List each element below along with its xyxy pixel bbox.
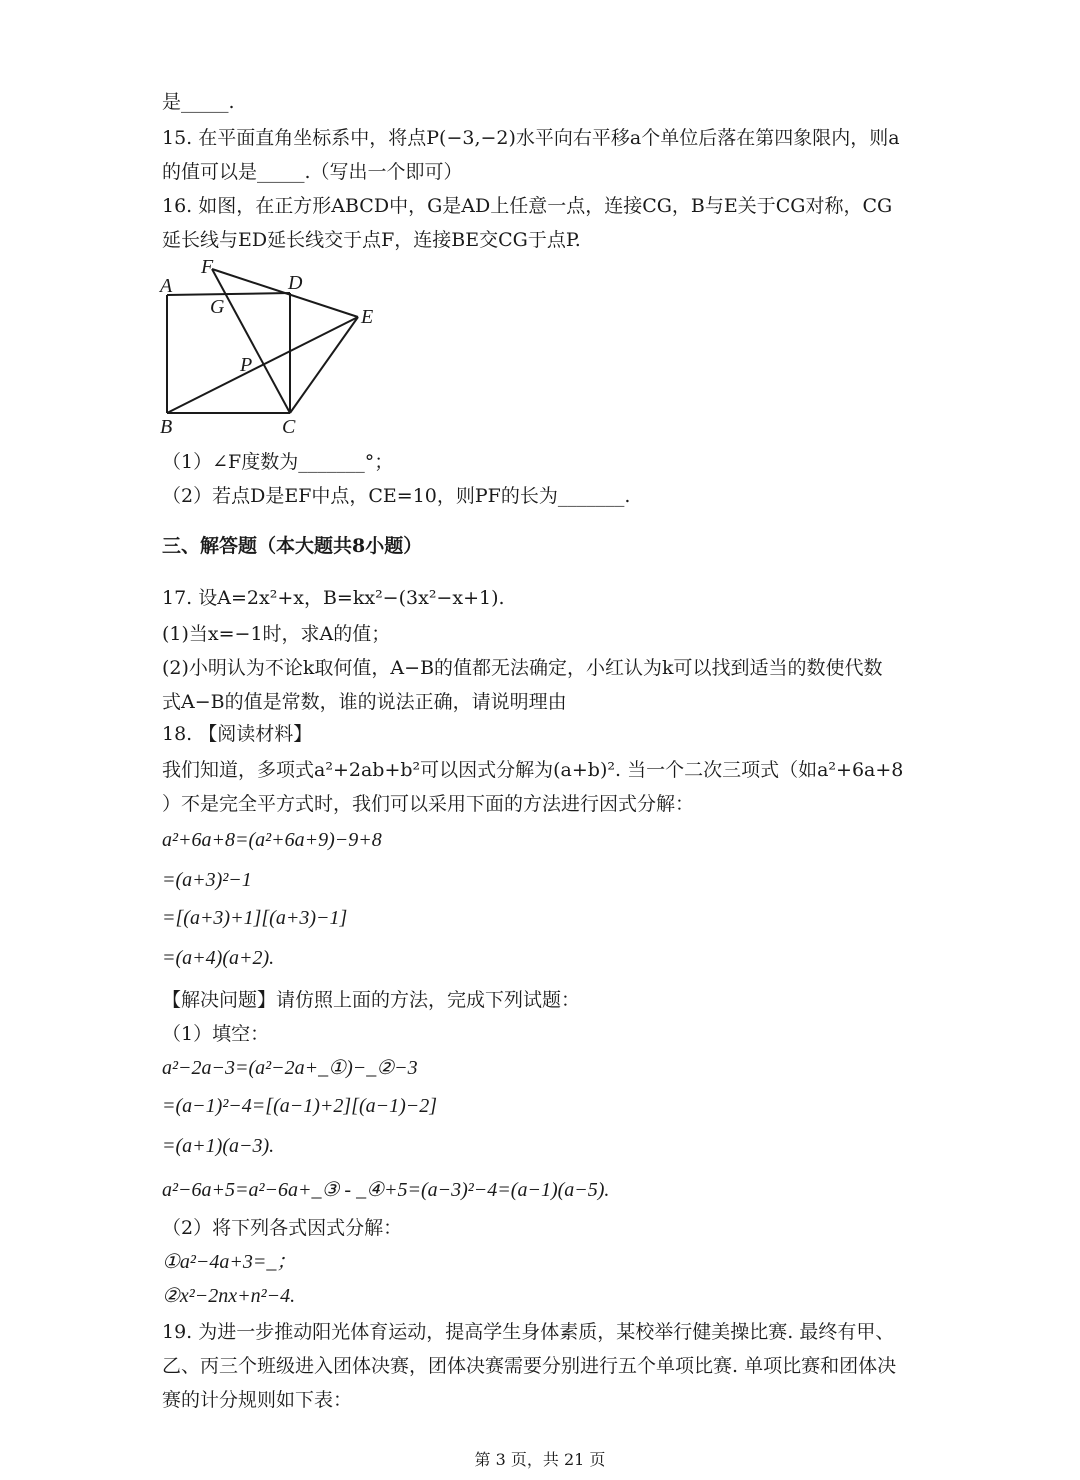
- line-q19-a: 19. 为进一步推动阳光体育运动，提高学生身体素质，某校举行健美操比赛. 最终有甲、: [162, 1321, 895, 1343]
- label-a: A: [160, 275, 173, 297]
- page-footer: 第 3 页，共 21 页: [474, 1450, 606, 1469]
- line-eq-3: =[(a+3)+1][(a+3)−1]: [162, 907, 348, 929]
- line-q18-b: ）不是完全平方式时，我们可以采用下面的方法进行因式分解：: [162, 793, 695, 815]
- line-q18-title: 18. 【阅读材料】: [162, 723, 313, 745]
- line-eq-4: =(a+4)(a+2).: [162, 947, 275, 969]
- line-factor-2: ②x²−2nx+n²−4.: [162, 1285, 296, 1307]
- line-eq-5: a²−2a−3=(a²−2a+_①)−_②−3: [162, 1057, 418, 1079]
- line-fill-heading: （1）填空：: [162, 1023, 270, 1045]
- segment-be: [167, 317, 358, 413]
- line-q16-2: （2）若点D是EF中点，CE=10，则PF的长为_______.: [162, 485, 631, 507]
- line-q16-b: 延长线与ED延长线交于点F，连接BE交CG于点P.: [162, 229, 581, 251]
- line-q14-tail: 是_____.: [162, 91, 235, 113]
- line-q15-a: 15. 在平面直角坐标系中，将点P(−3,−2)水平向右平移a个单位后落在第四象限内，则a: [162, 127, 900, 149]
- line-factor-1: ①a²−4a+3=_；: [162, 1251, 297, 1273]
- line-eq-7: =(a+1)(a−3).: [162, 1135, 275, 1157]
- line-q16-1: （1）∠F度数为_______°；: [162, 451, 394, 473]
- label-b: B: [160, 416, 173, 438]
- line-q18-a: 我们知道，多项式a²+2ab+b²可以因式分解为(a+b)². 当一个二次三项式（如a²+6a+8: [162, 759, 904, 781]
- line-factor-heading: （2）将下列各式因式分解：: [162, 1217, 403, 1239]
- label-c: C: [282, 416, 296, 438]
- line-q17-2a: (2)小明认为不论k取何值，A−B的值都无法确定，小红认为k可以找到适当的数使代数: [162, 657, 883, 679]
- section-heading: 三、解答题（本大题共8小题）: [162, 535, 423, 557]
- line-q15-b: 的值可以是_____.（写出一个即可）: [162, 161, 463, 183]
- line-eq-1: a²+6a+8=(a²+6a+9)−9+8: [162, 829, 382, 851]
- geometry-figure: [150, 255, 390, 440]
- label-f: F: [201, 256, 214, 278]
- line-eq-2: =(a+3)²−1: [162, 869, 252, 891]
- segment-ce: [290, 317, 358, 413]
- line-eq-6: =(a−1)²−4=[(a−1)+2][(a−1)−2]: [162, 1095, 438, 1117]
- label-p: P: [240, 354, 253, 376]
- line-solve-heading: 【解决问题】请仿照上面的方法，完成下列试题：: [162, 989, 581, 1011]
- line-q19-c: 赛的计分规则如下表：: [162, 1389, 353, 1411]
- line-q16-a: 16. 如图，在正方形ABCD中，G是AD上任意一点，连接CG，B与E关于CG对称，CG: [162, 195, 893, 217]
- label-d: D: [288, 272, 303, 294]
- line-eq-8: a²−6a+5=a²−6a+_③ - _④+5=(a−3)²−4=(a−1)(a−5).: [162, 1179, 610, 1201]
- line-q17-1: (1)当x=−1时，求A的值；: [162, 623, 391, 645]
- line-q17: 17. 设A=2x²+x，B=kx²−(3x²−x+1).: [162, 587, 505, 609]
- line-q17-2b: 式A−B的值是常数，谁的说法正确，请说明理由: [162, 691, 567, 713]
- label-e: E: [361, 306, 374, 328]
- segment-ad: [167, 293, 290, 295]
- line-q19-b: 乙、丙三个班级进入团体决赛，团体决赛需要分别进行五个单项比赛. 单项比赛和团体决: [162, 1355, 897, 1377]
- label-g: G: [210, 296, 225, 318]
